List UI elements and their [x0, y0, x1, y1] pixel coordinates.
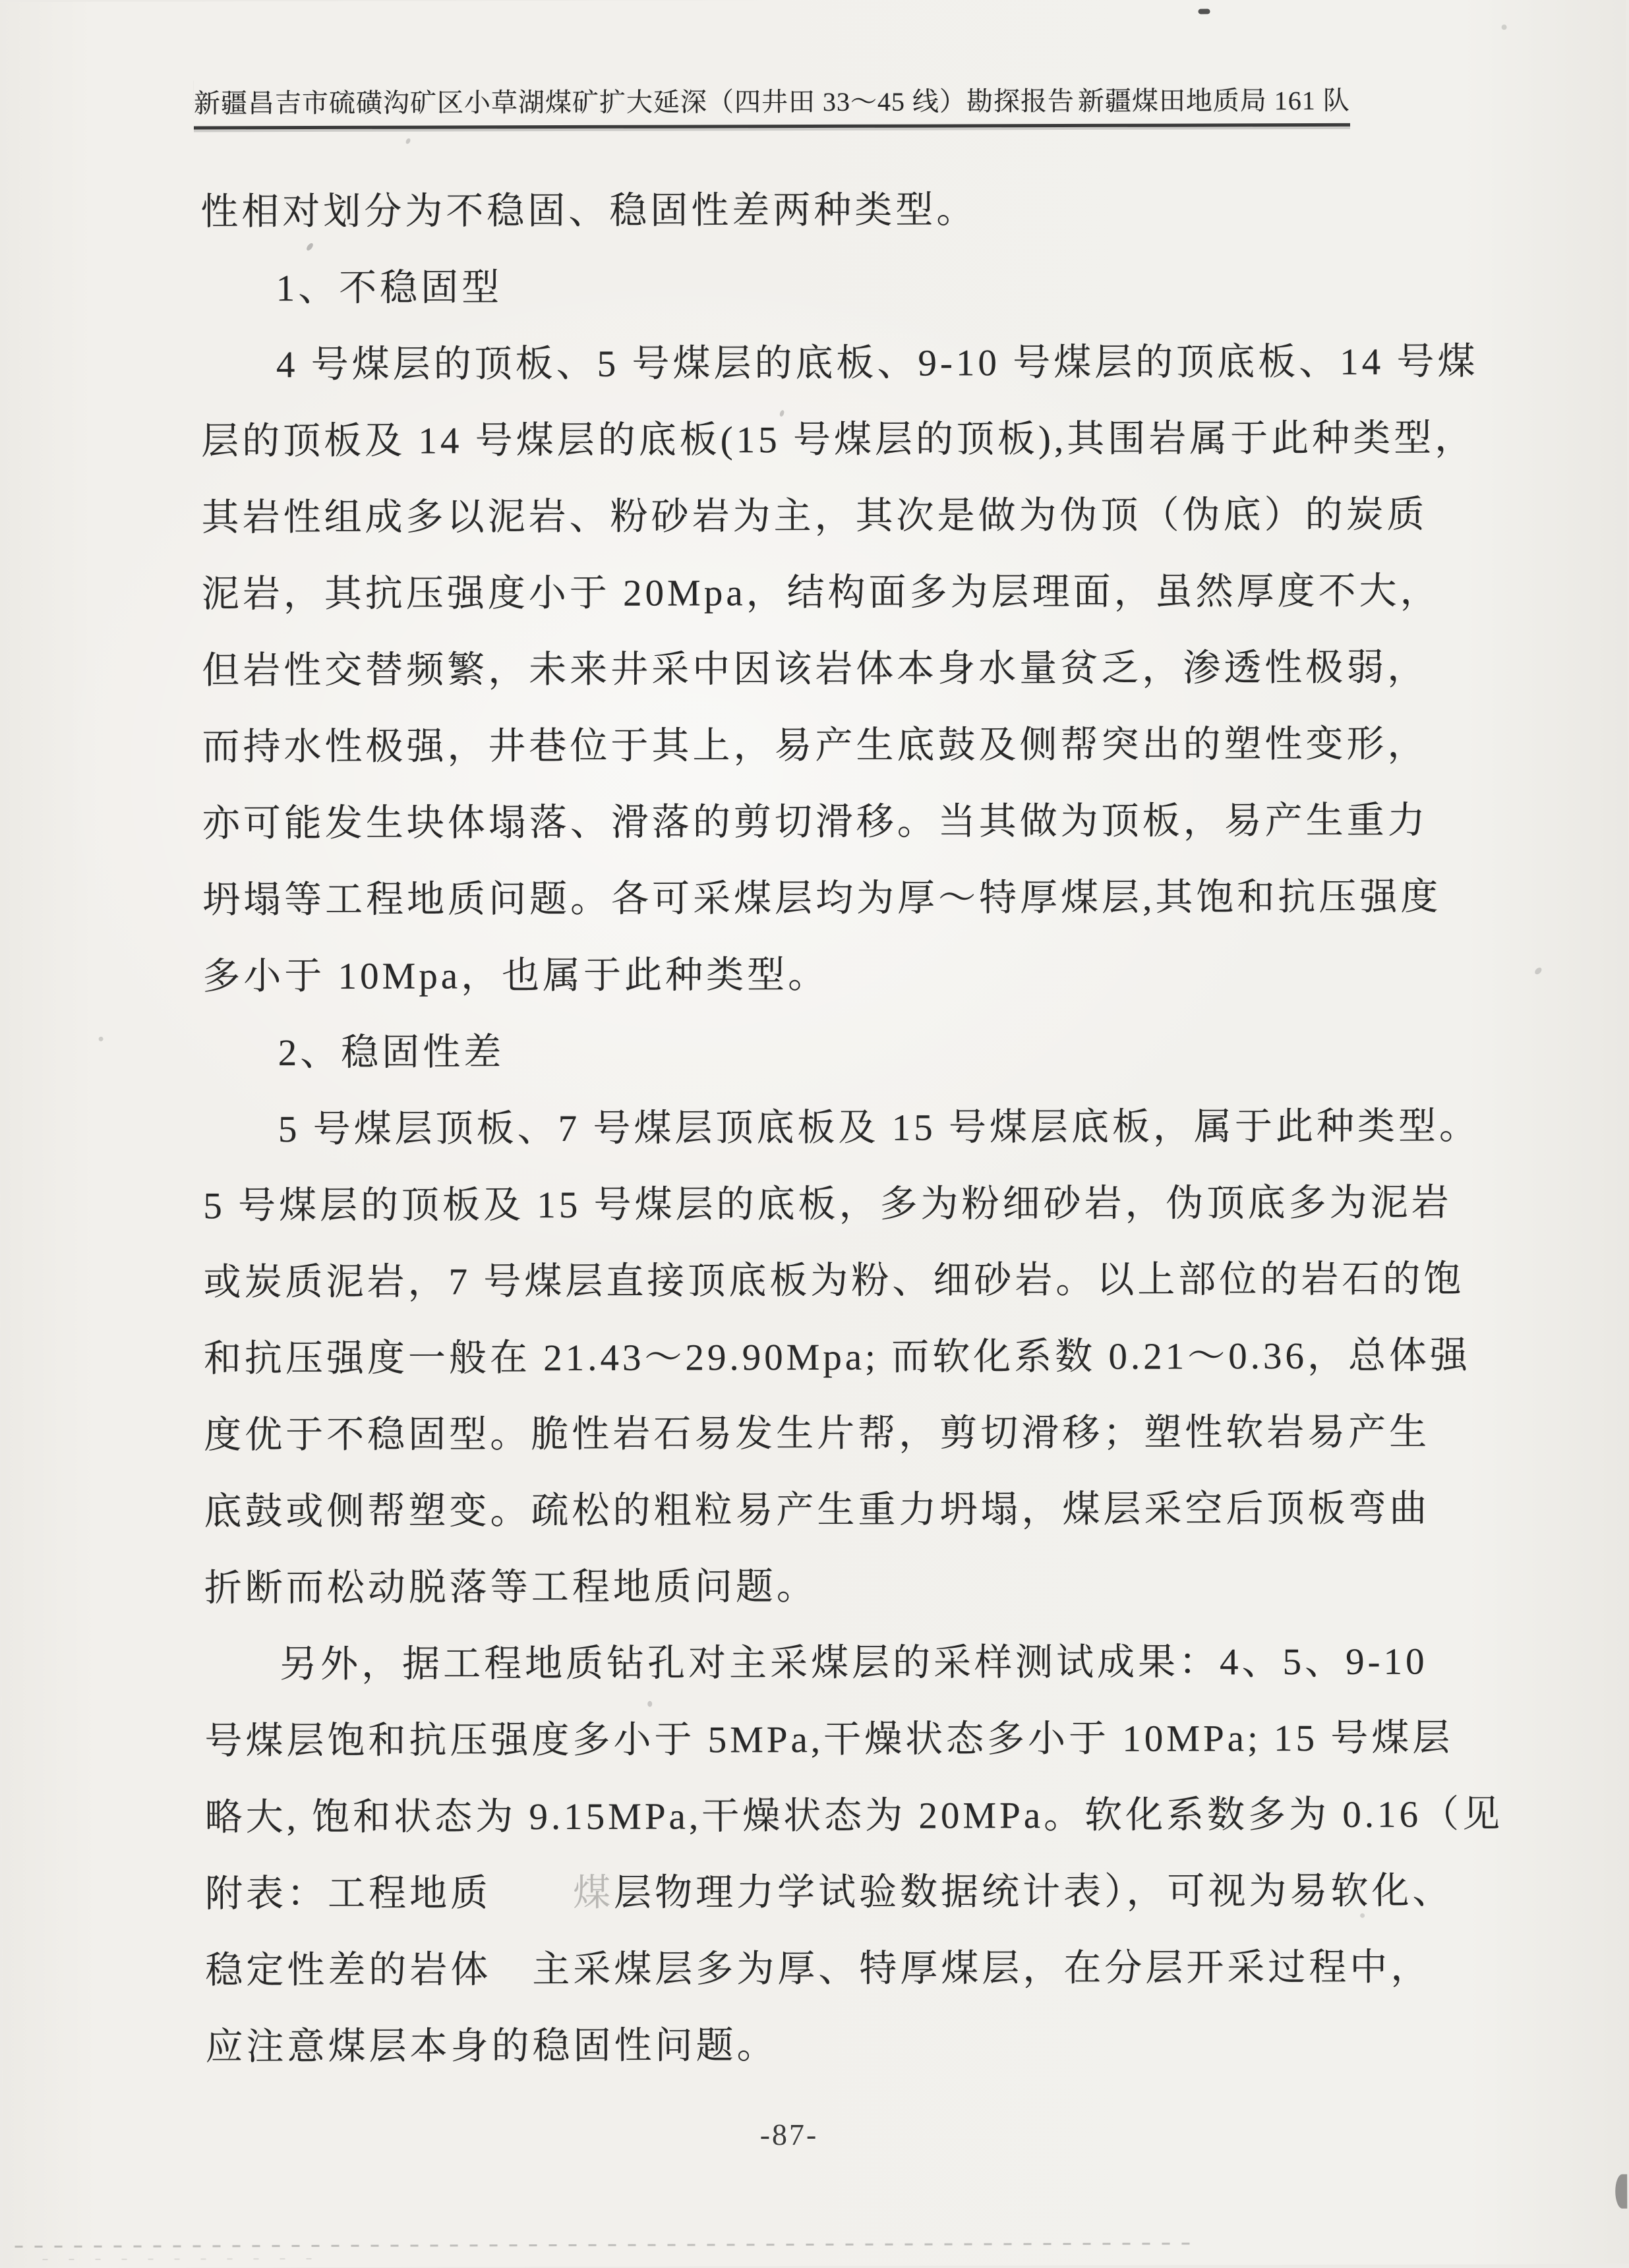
text-segment: 而持水性极强，井巷位于其上，易产生底鼓及侧帮突出的塑性变形，: [202, 723, 1429, 769]
text-segment: 底鼓或侧帮塑变。疏松的粗粒易产生重力坍塌，煤层采空后顶板弯曲: [204, 1488, 1431, 1533]
text-line: [205, 2006, 1423, 2086]
text-segment: 多小于 10Mpa，也属于此种类型。: [202, 954, 829, 998]
scan-speck: [1199, 9, 1210, 14]
header-right-title: 新疆煤田地质局 161 队: [1077, 85, 1350, 116]
page-number: -87-: [759, 2117, 819, 2152]
text-line: [204, 1701, 1454, 1780]
scan-speck: [405, 138, 411, 145]
body-text-block: [200, 171, 1504, 2086]
scan-artifact-dashes: [42, 2258, 319, 2260]
header-left-title: 新疆昌吉市硫磺沟矿区小草湖煤矿扩大延深（四井田 33～45 线）勘探报告: [193, 86, 1075, 119]
scan-speck: [504, 2050, 509, 2056]
text-line: [204, 1471, 1431, 1551]
text-segment: 性相对划分为不稳固、稳固性差两种类型。: [200, 189, 978, 233]
text-line: [203, 1012, 1421, 1092]
text-segment: 号煤层饱和抗压强度多小于 5MPa,干燥状态多小于 10MPa; 15 号煤层: [204, 1717, 1454, 1762]
text-line: [204, 1624, 1428, 1704]
text-segment: 层的顶板及 14 号煤层的底板(15 号煤层的顶板),其围岩属于此种类型，: [201, 417, 1476, 463]
text-line: [202, 630, 1429, 710]
scan-speck: [1502, 24, 1507, 30]
scan-artifact-dashes: [15, 2242, 1201, 2248]
text-line: [200, 248, 1419, 328]
text-segment: 另外，据工程地质钻孔对主采煤层的采样测试成果：4、5、9-10: [280, 1641, 1428, 1686]
text-line: [204, 1548, 1423, 1627]
text-segment: 泥岩，其抗压强度小于 20Mpa，结构面多为层理面，虽然厚度不大，: [201, 570, 1441, 616]
text-segment: 其岩性组成多以泥岩、粉砂岩为主，其次是做为伪顶（伪底）的炭质: [201, 494, 1428, 539]
text-segment: 折断而松动脱落等工程地质问题。: [204, 1565, 817, 1610]
scan-speck: [99, 1037, 104, 1041]
text-line: [201, 324, 1479, 404]
text-segment: 附表：工程地质: [204, 1872, 574, 1915]
text-segment: 稳定性差的岩体 主采煤层多为厚、特厚煤层，在分层开采过程中，: [205, 1946, 1432, 1992]
text-line: [201, 477, 1428, 557]
text-segment: 应注意煤层本身的稳固性问题。: [205, 2025, 778, 2068]
text-line: [200, 171, 1419, 251]
text-segment: 2、稳固性差: [278, 1032, 505, 1074]
text-segment: 或炭质泥岩，7 号煤层直接顶底板为粉、细砂岩。以上部位的岩石的饱: [203, 1258, 1465, 1304]
text-line: [201, 401, 1476, 480]
scan-artifact-crescent: [1615, 2174, 1627, 2209]
text-segment: 5 号煤层的顶板及 15 号煤层的底板，多为粉细砂岩，伪顶底多为泥岩: [203, 1182, 1452, 1227]
text-line: [204, 1395, 1431, 1474]
text-line: [202, 707, 1429, 786]
text-segment: 略大, 饱和状态为 9.15MPa,干燥状态为 20MPa。软化系数多为 0.16（见: [204, 1793, 1504, 1839]
text-segment: 5 号煤层顶板、7 号煤层顶底板及 15 号煤层底板，属于此种类型。: [278, 1105, 1481, 1151]
text-segment: 亦可能发生块体塌落、滑落的剪切滑移。当其做为顶板，易产生重力: [202, 800, 1429, 845]
scan-speck: [1533, 966, 1543, 975]
text-line: [204, 1777, 1504, 1857]
text-line: [205, 1930, 1432, 2010]
text-segment: 但岩性交替频繁，未来井采中因该岩体本身水量贫乏，渗透性极弱，: [202, 647, 1429, 692]
text-segment: 1、不稳固型: [276, 267, 503, 310]
text-line: [204, 1853, 1454, 1933]
text-segment: 和抗压强度一般在 21.43～29.90Mpa; 而软化系数 0.21～0.36，总体强: [203, 1335, 1471, 1380]
text-line: [201, 554, 1441, 633]
text-line: [202, 859, 1442, 939]
scan-speck: [1360, 1913, 1365, 1918]
page-header: [194, 75, 1350, 130]
text-line: [202, 783, 1429, 863]
text-line: [203, 1089, 1481, 1169]
text-line: [203, 1165, 1452, 1245]
text-line: [203, 1318, 1471, 1398]
text-line: [202, 936, 1421, 1016]
text-segment: 4 号煤层的顶板、5 号煤层的底板、9-10 号煤层的顶底板、14 号煤: [276, 341, 1479, 386]
text-segment: 层物理力学试验数据统计表），可视为易软化、: [613, 1870, 1454, 1914]
text-segment: 坍塌等工程地质问题。各可采煤层均为厚～特厚煤层,其饱和抗压强度: [202, 876, 1442, 921]
faded-text-segment: 煤: [572, 1872, 614, 1914]
text-segment: 度优于不稳固型。脆性岩石易发生片帮，剪切滑移；塑性软岩易产生: [204, 1411, 1431, 1457]
text-line: [203, 1242, 1465, 1322]
scan-speck: [647, 1701, 652, 1707]
